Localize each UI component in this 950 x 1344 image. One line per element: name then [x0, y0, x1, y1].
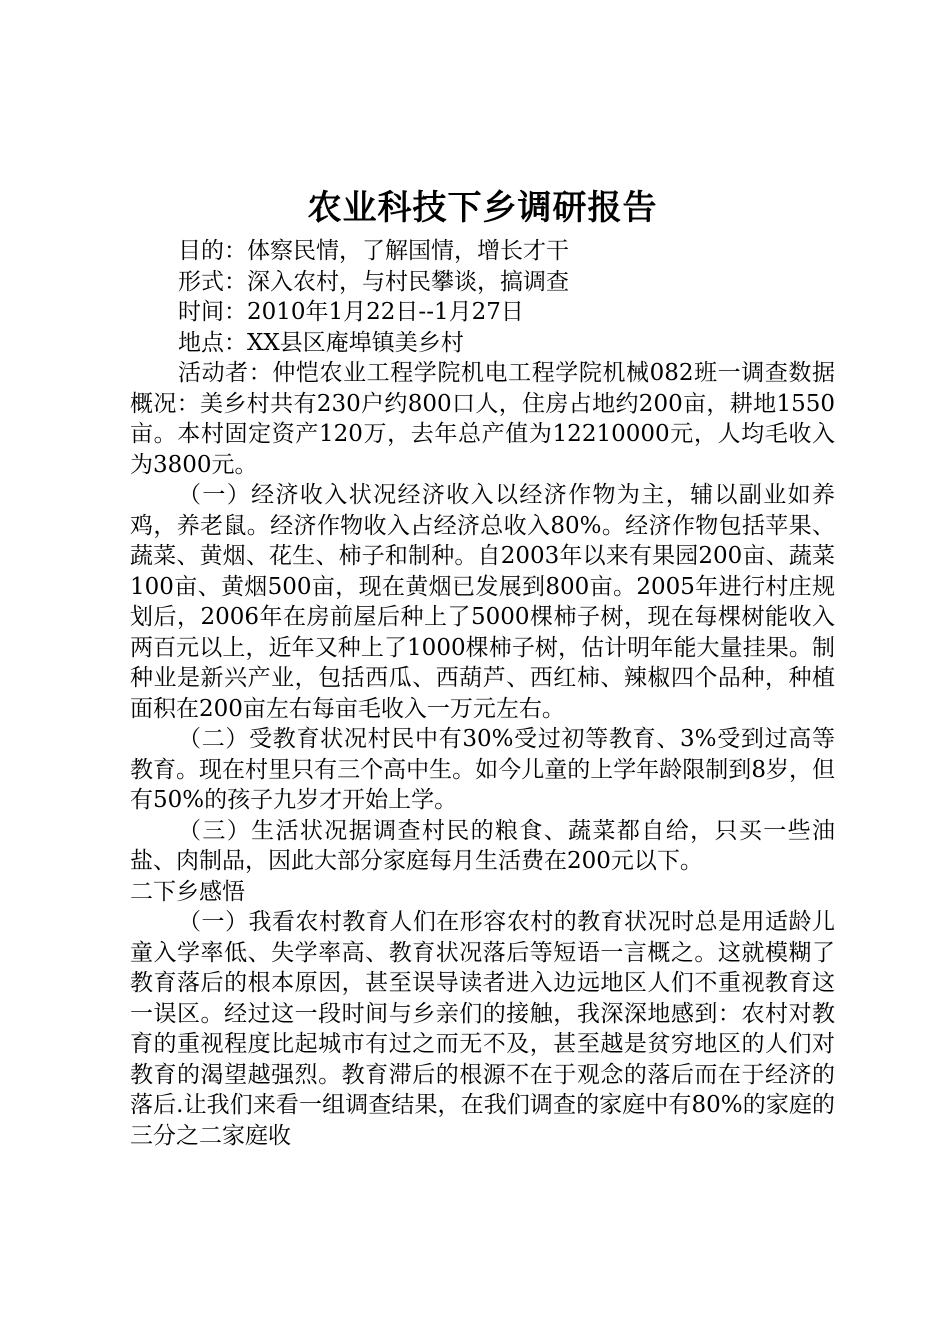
economic-income-paragraph: （一）经济收入状况经济收入以经济作物为主，辅以副业如养鸡，养老鼠。经济作物收入占经济总收入80%。经济作物包括苹果、蔬菜、黄烟、花生、柿子和制种。自2003年以来有果园200亩、蔬菜100亩、黄烟500亩，现在黄烟已发展到800亩。2005年进行村庄规划后，2006年在房前屋后种上了5000棵柿子树，现在每棵树能收入两百元以上，近年又种上了1000棵柿子树，估计明年能大量挂果。制种业是新兴产业，包括西瓜、西葫芦、西红柿、辣椒四个品种，种植面积在200亩左右每亩毛收入一万元左右。 — [130, 482, 835, 722]
location-line: 地点：XX县区庵埠镇美乡村 — [178, 329, 464, 356]
time-line: 时间：2010年1月22日--1月27日 — [178, 299, 524, 325]
living-conditions-paragraph: （三）生活状况据调查村民的粮食、蔬菜都自给，只买一些油盐、肉制品，因此大部分家庭每月生活费在200元以下。 — [130, 817, 835, 874]
document-title: 农业科技下乡调研报告 — [307, 188, 658, 228]
section-heading-reflections: 二下乡感悟 — [130, 878, 245, 905]
document-page — [130, 182, 835, 1151]
purpose-line: 目的：体察民情，了解国情，增长才干 — [178, 238, 569, 264]
education-paragraph: （二）受教育状况村民中有30%受过初等教育、3%受到过高等教育。现在村里只有三个高中生。如今儿童的上学年龄限制到8岁，但有50%的孩子九岁才开始上学。 — [130, 726, 835, 813]
participants-paragraph: 活动者：仲恺农业工程学院机电工程学院机械082班一调查数据概况：美乡村共有230户约800口人，住房占地约200亩，耕地1550亩。本村固定资产120万，去年总产值为12210000元，人均毛收入为3800元。 — [130, 360, 835, 478]
format-line: 形式：深入农村，与村民攀谈，搞调查 — [178, 268, 569, 295]
rural-education-paragraph: （一）我看农村教育人们在形容农村的教育状况时总是用适龄儿童入学率低、失学率高、教育状况落后等短语一言概之。这就模糊了教育落后的根本原因，甚至误导读者进入边远地区人们不重视教育这一误区。经过这一段时间与乡亲们的接触，我深深地感到：农村对教育的重视程度比起城市有过之而无不及，甚至越是贫穷地区的人们对教育的渴望越强烈。教育滞后的根源不在于观念的落后而在于经济的落后.让我们来看一组调查结果，在我们调查的家庭中有80%的家庭的三分之二家庭收 — [130, 909, 835, 1149]
